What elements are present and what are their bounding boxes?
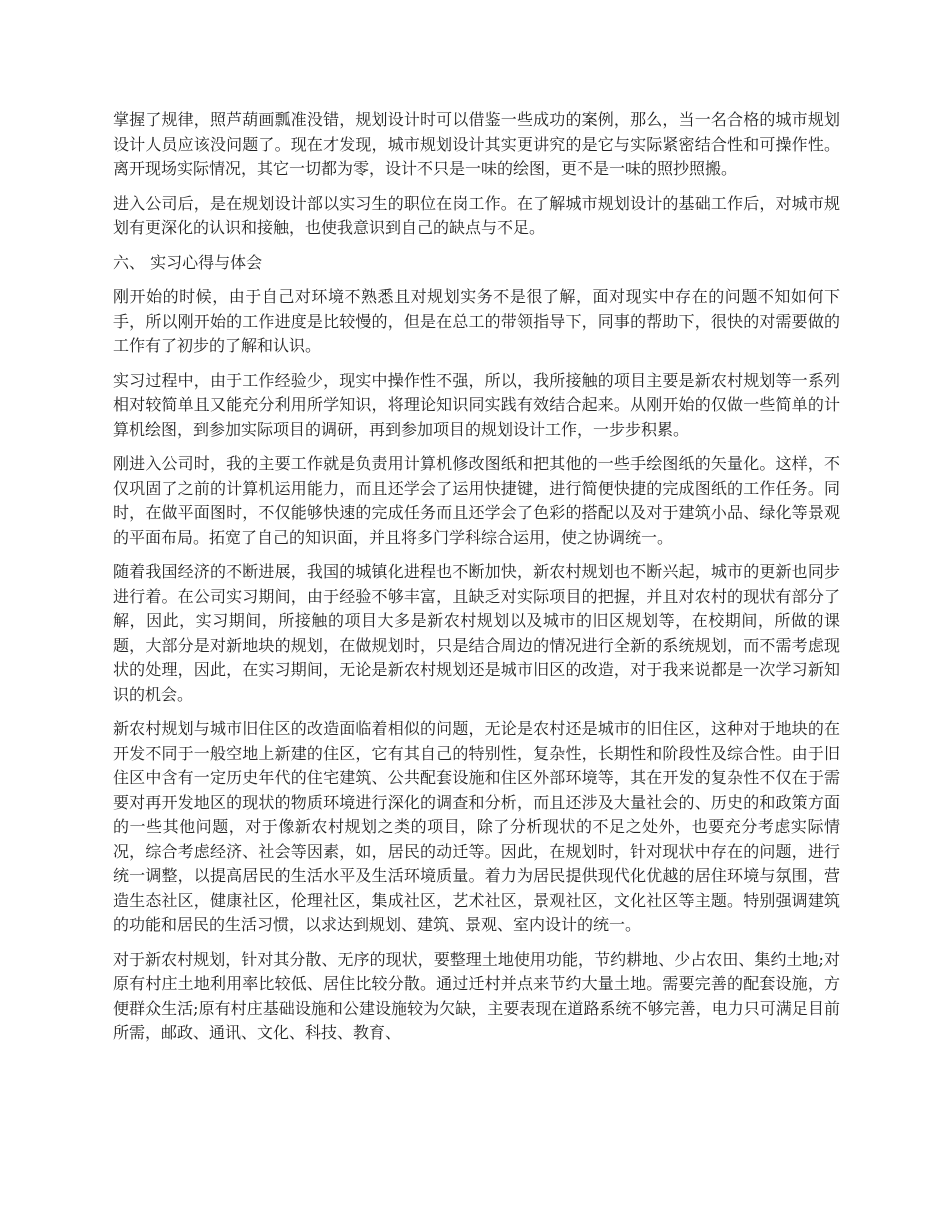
paragraph-7: 新农村规划与城市旧住区的改造面临着相似的问题，无论是农村还是城市的旧住区，这种对于地块的在开发不同于一般空地上新建的住区，它有其自己的特别性，复杂性，长期性和阶段性及综合性。由于旧住区中含有一定历史年代的住宅建筑、公共配套设施和住区外部环境等，其在开发的复杂性不仅在于需要对再开发地区的现状的物质环境进行深化的调查和分析，而且还涉及大量社会的、历史的和政策方面的一些其他问题，对于像新农村规划之类的项目，除了分析现状的不足之处外，也要充分考虑实际情况，综合考虑经济、社会等因素，如，居民的动迁等。因此，在规划时，针对现状中存在的问题，进行统一调整，以提高居民的生活水平及生活环境质量。着力为居民提供现代化优越的居住环境与氛围，营造生态社区，健康社区，伦理社区，集成社区，艺术社区，景观社区，文化社区等主题。特别强调建筑的功能和居民的生活习惯，以求达到规划、建筑、景观、室内设计的统一。 — [113, 719, 840, 934]
paragraph-5: 刚进入公司时，我的主要工作就是负责用计算机修改图纸和把其他的一些手绘图纸的矢量化。这样，不仅巩固了之前的计算机运用能力，而且还学会了运用快捷键，进行简便快捷的完成图纸的工作任务。同时，在做平面图时，不仅能够快速的完成任务而且还学会了色彩的搭配以及对于建筑小品、绿化等景观的平面布局。拓宽了自己的知识面，并且将多门学科综合运用，使之协调统一。 — [113, 454, 840, 547]
section-heading: 六、 实习心得与体会 — [113, 252, 263, 272]
paragraph-4: 实习过程中，由于工作经验少，现实中操作性不强，所以，我所接触的项目主要是新农村规划等一系列相对较简单且又能充分利用所学知识，将理论知识同实践有效结合起来。从刚开始的仅做一些简单的计算机绘图，到参加实际项目的调研，再到参加项目的规划设计工作，一步步积累。 — [113, 370, 840, 439]
paragraph-6: 随着我国经济的不断进展，我国的城镇化进程也不断加快，新农村规划也不断兴起，城市的更新也同步进行着。在公司实习期间，由于经验不够丰富，且缺乏对实际项目的把握，并且对农村的现状有部分了解，因此，实习期间，所接触的项目大多是新农村规划以及城市的旧区规划等，在校期间，所做的课题，大部分是对新地块的规划，在做规划时，只是结合周边的情况进行全新的系统规划，而不需考虑现状的处理，因此，在实习期间，无论是新农村规划还是城市旧区的改造，对于我来说都是一次学习新知识的机会。 — [113, 562, 840, 704]
paragraph-8: 对于新农村规划，针对其分散、无序的现状，要整理土地使用功能，节约耕地、少占农田、集约土地;对原有村庄土地利用率比较低、居住比较分散。通过迁村并点来节约大量土地。需要完善的配套设施，方便群众生活;原有村庄基础设施和公建设施较为欠缺，主要表现在道路系统不够完善，电力只可满足目前所需，邮政、通讯、文化、科技、教育、 — [113, 949, 840, 1042]
paragraph-1: 掌握了规律，照芦葫画瓢准没错，规划设计时可以借鉴一些成功的案例，那么，当一名合格的城市规划设计人员应该没问题了。现在才发现，城市规划设计其实更讲究的是它与实际紧密结合性和可操作性。离开现场实际情况，其它一切都为零，设计不只是一味的绘图，更不是一味的照抄照搬。 — [113, 110, 840, 178]
document-body — [113, 108, 840, 1056]
paragraph-2: 进入公司后，是在规划设计部以实习生的职位在岗工作。在了解城市规划设计的基础工作后，对城市规划有更深化的认识和接触，也使我意识到自己的缺点与不足。 — [113, 193, 840, 237]
paragraph-3: 刚开始的时候，由于自己对环境不熟悉且对规划实务不是很了解，面对现实中存在的问题不知如何下手，所以刚开始的工作进度是比较慢的，但是在总工的带领指导下，同事的帮助下，很快的对需要做的工作有了初步的了解和认识。 — [113, 287, 840, 355]
